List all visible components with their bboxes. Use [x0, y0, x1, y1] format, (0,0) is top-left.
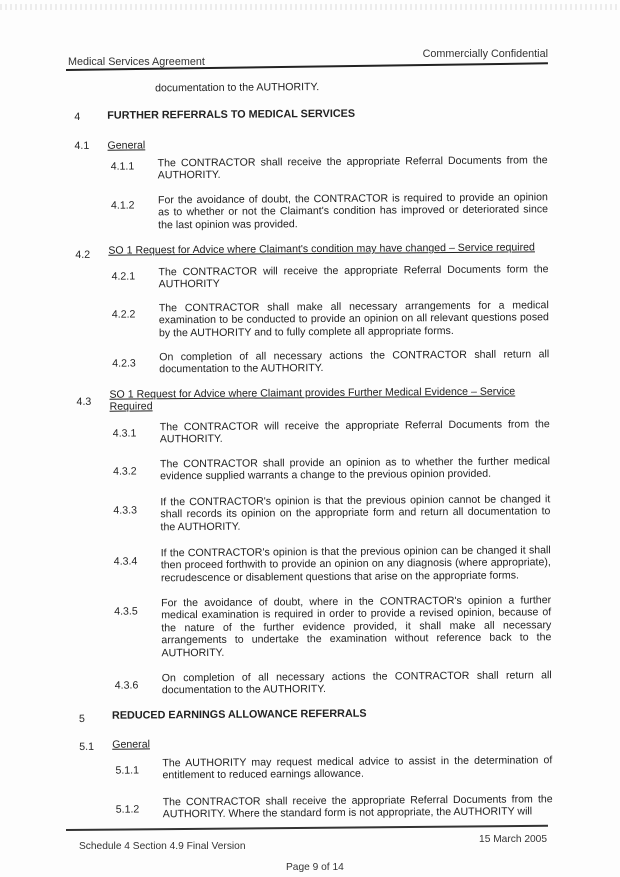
- clause-text: The CONTRACTOR will receive the appropriate Referral Documents form the AUTHORITY: [158, 263, 549, 291]
- clause-number: 4.3.5: [114, 605, 138, 618]
- subsection-number: 4.2: [75, 248, 91, 261]
- subsection-number: 4.1: [74, 139, 90, 152]
- clause-text: The CONTRACTOR shall make all necessary arrangements for a medical examination to be conducted to provide an opinion on all relevant questions posed by the AUTHORITY and to fully complete all appropriate forms.: [158, 299, 549, 340]
- footer-rule: [66, 825, 548, 831]
- clause-number: 4.2.3: [112, 357, 136, 370]
- clause-number: 4.1.2: [110, 199, 135, 212]
- clause-text: If the CONTRACTOR's opinion is that the previous opinion can be changed it shall then proceed forthwith to provide an opinion on any diagnosis (where appropriate), recrudescence or disablement questions that arise on the appropriate forms.: [160, 544, 551, 585]
- header-document-title: Medical Services Agreement: [68, 56, 205, 68]
- section-title: FURTHER REFERRALS TO MEDICAL SERVICES: [107, 107, 356, 122]
- clause-number: 4.1.1: [110, 160, 135, 173]
- clause-number: 4.3.3: [113, 504, 137, 517]
- clause-text: If the CONTRACTOR's opinion is that the previous opinion cannot be changed it shall records its opinion on the appropriate form and return all documentation to the AUTHORITY.: [160, 493, 551, 534]
- subsection-title: SO 1 Request for Advice where Claimant provides Further Medical Evidence – Service Required: [109, 385, 516, 414]
- clause-text: For the avoidance of doubt, where in the CONTRACTOR's opinion a further medical examination is required in order to provide a revised opinion, because of the nature of the further evidence provided, it shall make all necessary arrangements to undertake the examination without reference back to the AUTHORITY.: [161, 594, 552, 659]
- continuation-text: documentation to the AUTHORITY.: [155, 81, 320, 95]
- header-confidentiality: Commercially Confidential: [422, 48, 548, 60]
- clause-text: On completion of all necessary actions the CONTRACTOR shall return all documentation to the AUTHORITY.: [161, 669, 552, 697]
- clause-text: The AUTHORITY may request medical advice to assist in the determination of entitlement to reduced earnings allowance.: [162, 754, 553, 782]
- clause-number: 4.3.2: [113, 465, 137, 478]
- clause-number: 4.2.2: [111, 308, 136, 321]
- section-number: 5: [78, 712, 85, 725]
- clause-number: 4.3.6: [114, 679, 139, 692]
- clause-text: For the avoidance of doubt, the CONTRACTOR is required to provide an opinion as to whether or not the Claimant's condition has improved or deteriorated since the last opinion was provided.: [157, 191, 549, 232]
- footer-version: Schedule 4 Section 4.9 Final Version: [79, 841, 246, 852]
- clause-text: On completion of all necessary actions the CONTRACTOR shall return all documentation to the AUTHORITY.: [159, 348, 550, 376]
- section-title: REDUCED EARNINGS ALLOWANCE REFERRALS: [111, 707, 367, 722]
- subsection-number: 4.3: [76, 395, 92, 408]
- clause-text: The CONTRACTOR shall provide an opinion as to whether the further medical evidence supplied warrants a change to the previous opinion provided.: [159, 455, 551, 483]
- page-number: Page 9 of 14: [286, 862, 344, 873]
- clause-number: 5.1.1: [115, 764, 140, 777]
- clause-number: 4.2.1: [111, 270, 136, 283]
- footer-date: 15 March 2005: [479, 834, 547, 845]
- subsection-title: General: [112, 738, 150, 751]
- clause-number: 5.1.2: [115, 803, 140, 816]
- clause-text: The CONTRACTOR shall receive the appropriate Referral Documents from the AUTHORITY.: [157, 154, 548, 182]
- section-number: 4: [74, 110, 81, 123]
- subsection-title: General: [107, 139, 146, 152]
- clause-text: The CONTRACTOR will receive the appropriate Referral Documents from the AUTHORITY.: [159, 418, 550, 446]
- clause-number: 4.3.1: [112, 427, 137, 440]
- subsection-title: SO 1 Request for Advice where Claimant's condition may have changed – Service required: [108, 241, 535, 257]
- subsection-number: 5.1: [79, 740, 95, 753]
- clause-text: The CONTRACTOR shall receive the appropriate Referral Documents from the AUTHORITY. Where the standard form is not appropriate, the AUTHORITY will: [162, 793, 553, 821]
- clause-number: 4.3.4: [113, 555, 138, 568]
- scan-edge-artifact: [0, 4, 620, 10]
